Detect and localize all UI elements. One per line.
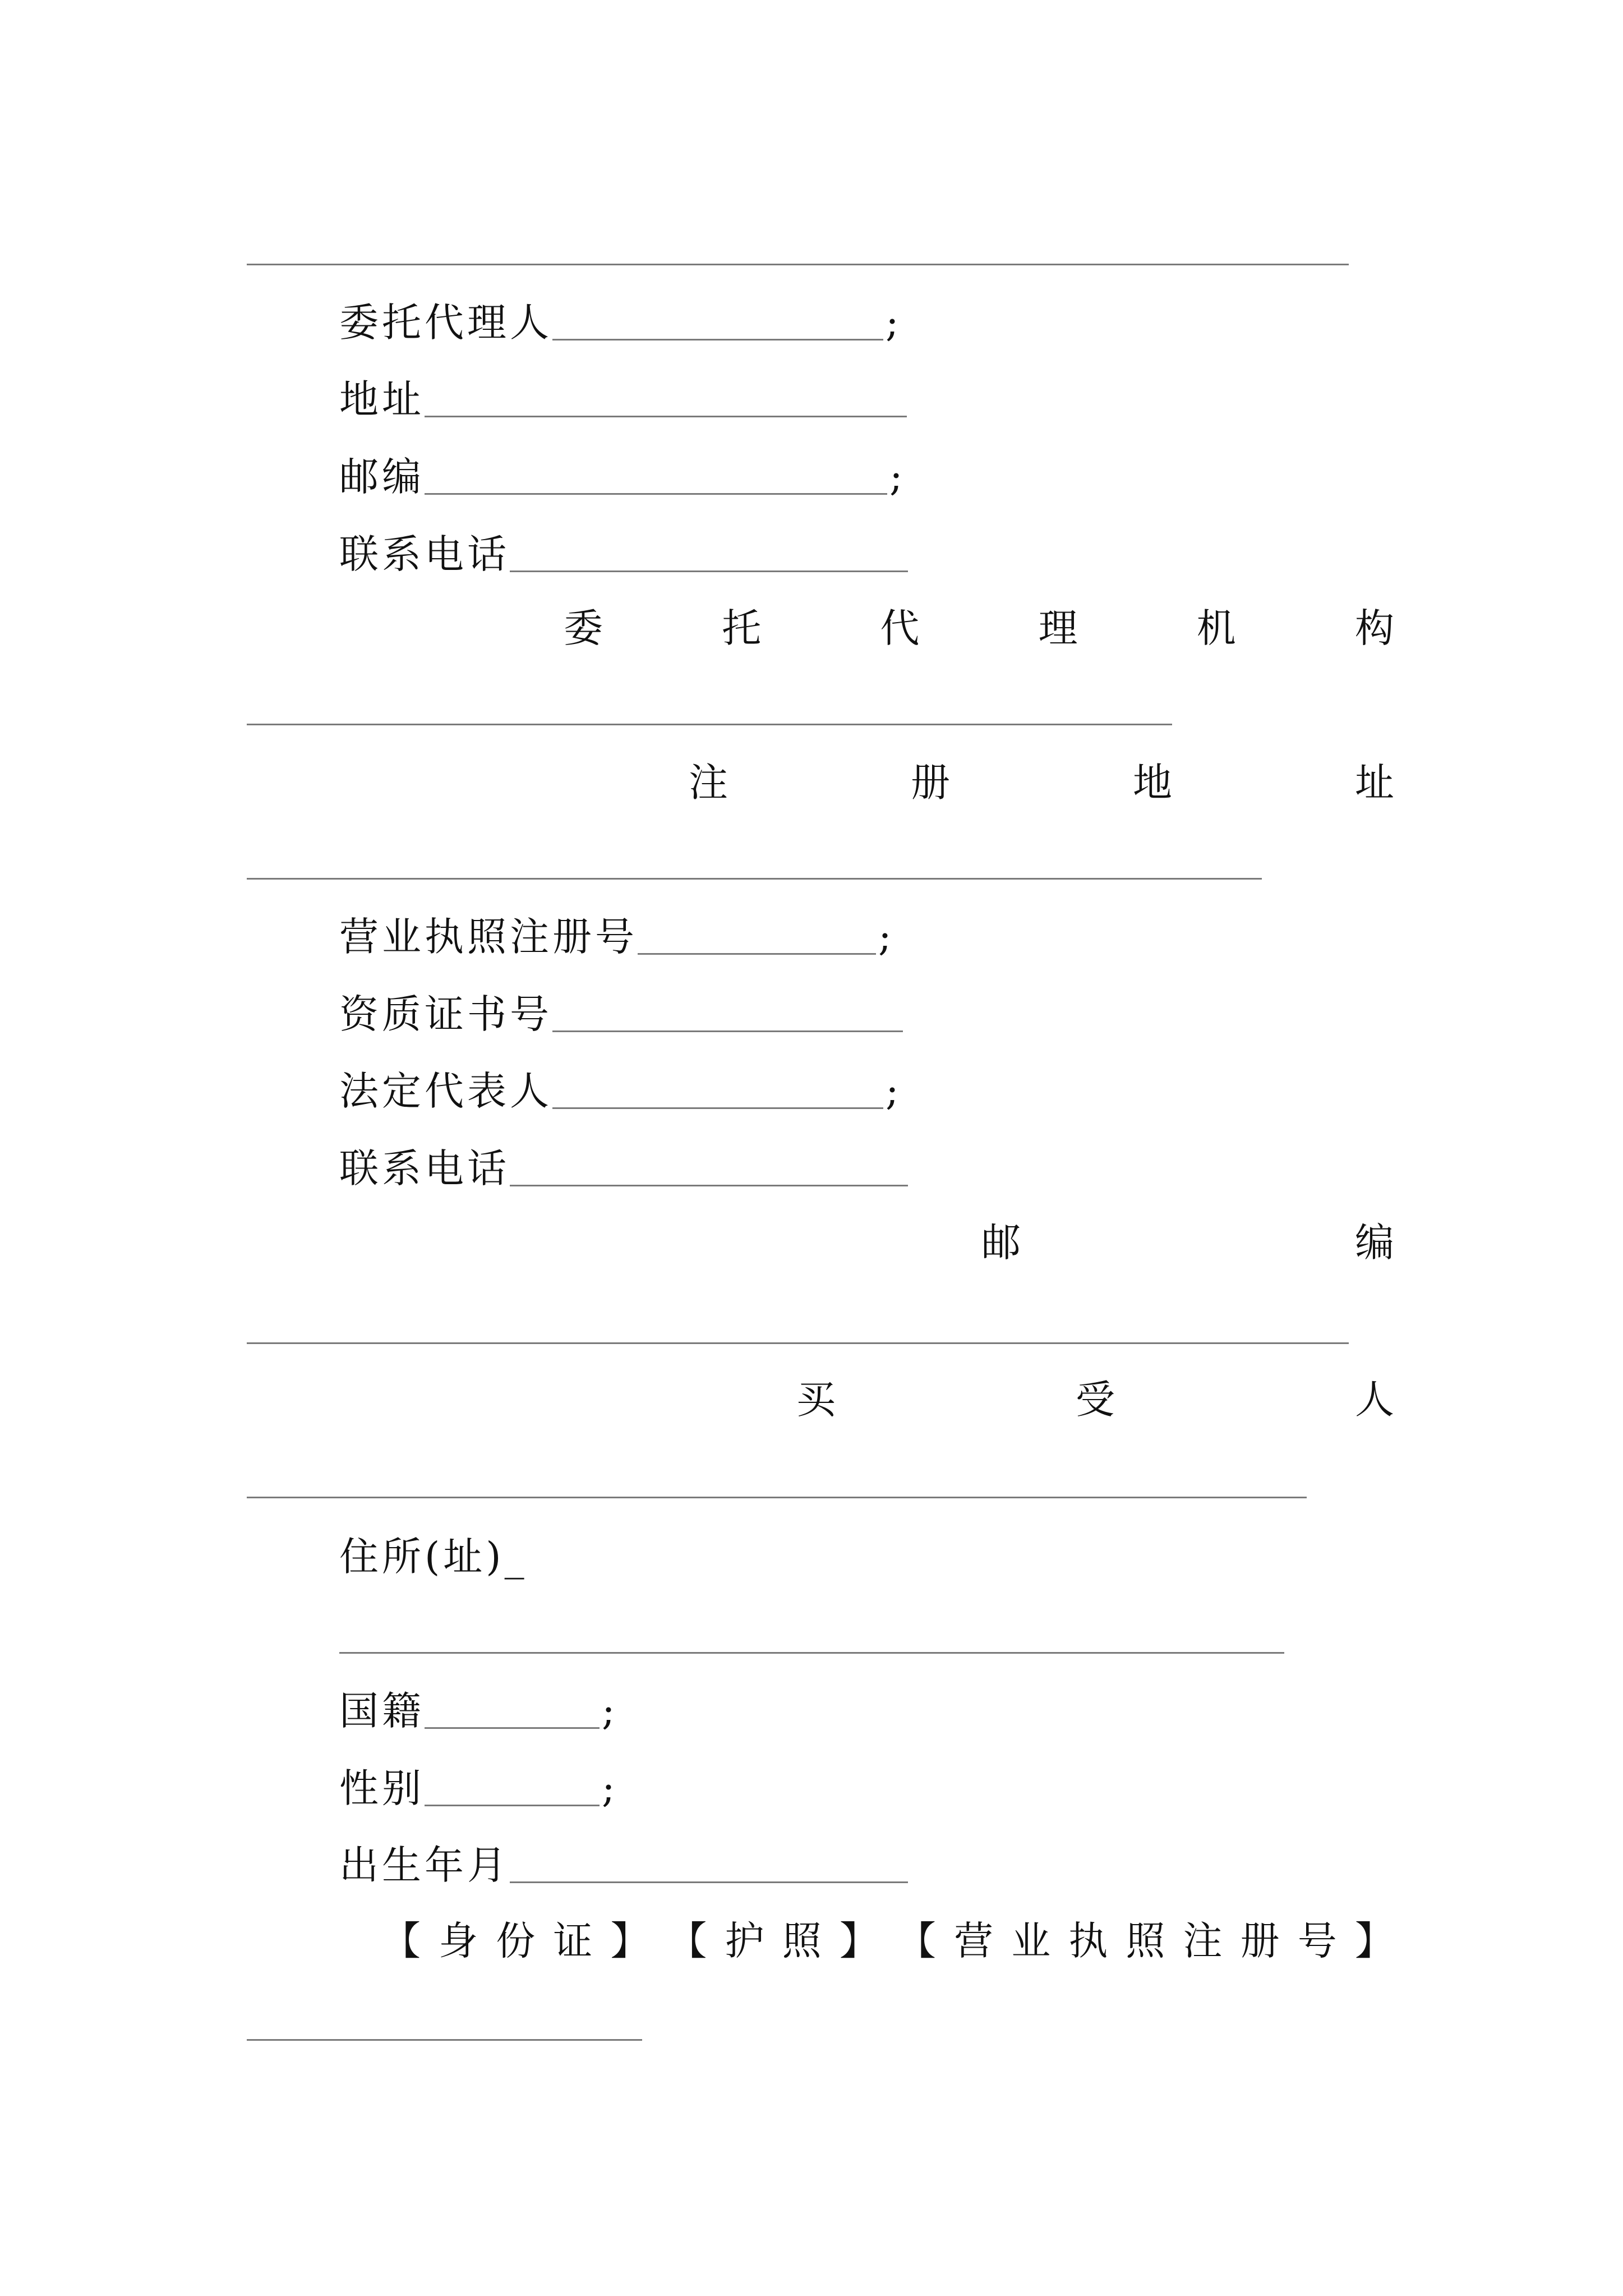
agent-address-field <box>339 377 907 422</box>
buyer-gender-blank[interactable] <box>425 1805 600 1806</box>
buyer-id-char: 业 <box>1011 1918 1051 1964</box>
agency-legal-rep-label: 法定代表人 <box>339 1068 552 1114</box>
buyer-id-char: 【 <box>381 1918 421 1964</box>
agency-phone-blank[interactable] <box>510 1185 908 1186</box>
registered-address-char: 册 <box>911 760 950 806</box>
agent-postcode-blank[interactable] <box>425 493 887 495</box>
buyer-id-heading <box>381 1916 1394 1966</box>
buyer-char: 买 <box>796 1377 836 1423</box>
agency-qualification-blank[interactable] <box>552 1030 903 1032</box>
buyer-id-char: 】 <box>610 1918 650 1964</box>
buyer-blank[interactable] <box>247 1497 1307 1498</box>
agency-phone-field <box>339 1146 908 1191</box>
agency-legal-rep-semicolon: ; <box>886 1068 899 1114</box>
agency-postcode-heading <box>981 1217 1394 1268</box>
agent-blank[interactable] <box>552 339 883 341</box>
buyer-id-char: 执 <box>1068 1918 1108 1964</box>
agency-qualification-label: 资质证书号 <box>339 991 552 1037</box>
buyer-nationality-semicolon: ; <box>602 1688 615 1734</box>
buyer-id-char: 营 <box>954 1918 994 1964</box>
buyer-id-char: 册 <box>1240 1918 1280 1964</box>
buyer-nationality-field <box>339 1688 615 1733</box>
agent-postcode-label: 邮编 <box>339 454 425 500</box>
registered-address-blank[interactable] <box>247 878 1262 880</box>
agent-field <box>339 300 899 345</box>
agency-license-blank[interactable] <box>638 953 876 955</box>
buyer-id-blank[interactable] <box>247 2039 642 2041</box>
buyer-char: 人 <box>1355 1377 1394 1423</box>
agent-phone-blank[interactable] <box>510 570 908 572</box>
buyer-id-char: 】 <box>839 1918 879 1964</box>
buyer-id-char: 【 <box>667 1918 707 1964</box>
buyer-id-char: 【 <box>896 1918 936 1964</box>
blank-line-top <box>247 264 1349 265</box>
agency-postcode-char: 邮 <box>981 1220 1021 1266</box>
registered-address-heading <box>689 757 1394 808</box>
buyer-residence-label: 住所(址)_ <box>339 1534 528 1580</box>
agency-char: 委 <box>564 605 603 651</box>
buyer-id-char: 份 <box>496 1918 536 1964</box>
agency-legal-rep-field <box>339 1069 899 1114</box>
agency-license-label: 营业执照注册号 <box>339 914 638 960</box>
agent-label: 委托代理人 <box>339 300 552 346</box>
agent-address-blank[interactable] <box>425 416 907 417</box>
buyer-gender-semicolon: ; <box>602 1765 615 1811</box>
agency-blank[interactable] <box>247 724 1172 725</box>
agent-phone-label: 联系电话 <box>339 531 510 577</box>
buyer-gender-field <box>339 1766 615 1811</box>
buyer-nationality-label: 国籍 <box>339 1688 425 1734</box>
buyer-id-char: 护 <box>725 1918 764 1964</box>
agent-postcode-semicolon: ; <box>889 454 903 500</box>
buyer-residence-blank[interactable] <box>339 1652 1284 1654</box>
registered-address-char: 注 <box>689 760 728 806</box>
buyer-nationality-blank[interactable] <box>425 1727 600 1729</box>
buyer-id-char: 照 <box>1126 1918 1165 1964</box>
agency-char: 理 <box>1038 605 1078 651</box>
agency-phone-label: 联系电话 <box>339 1145 510 1191</box>
agency-legal-rep-blank[interactable] <box>552 1107 883 1109</box>
agency-postcode-blank[interactable] <box>247 1342 1349 1344</box>
agent-semicolon: ; <box>886 300 899 346</box>
agency-postcode-char: 编 <box>1355 1220 1394 1266</box>
buyer-gender-label: 性别 <box>339 1765 425 1811</box>
buyer-birth-field <box>339 1843 908 1888</box>
agency-char: 机 <box>1196 605 1236 651</box>
buyer-residence-field <box>339 1534 528 1579</box>
agency-char: 代 <box>880 605 920 651</box>
buyer-birth-label: 出生年月 <box>339 1842 510 1888</box>
agent-postcode-field <box>339 454 903 499</box>
buyer-heading <box>796 1374 1394 1425</box>
agent-phone-field <box>339 532 908 577</box>
buyer-birth-blank[interactable] <box>510 1881 908 1883</box>
agency-qualification-field <box>339 992 903 1037</box>
buyer-id-char: 身 <box>439 1918 478 1964</box>
agency-heading <box>564 603 1394 654</box>
agency-license-field <box>339 914 892 959</box>
buyer-id-char: 证 <box>553 1918 593 1964</box>
buyer-id-char: 照 <box>782 1918 822 1964</box>
buyer-id-char: 】 <box>1354 1918 1394 1964</box>
buyer-id-char: 注 <box>1183 1918 1223 1964</box>
buyer-id-char: 号 <box>1297 1918 1337 1964</box>
buyer-char: 受 <box>1076 1377 1115 1423</box>
agency-license-semicolon: ; <box>878 914 892 960</box>
agent-address-label: 地址 <box>339 376 425 422</box>
registered-address-char: 址 <box>1355 760 1394 806</box>
agency-char: 托 <box>722 605 762 651</box>
registered-address-char: 地 <box>1133 760 1172 806</box>
agency-char: 构 <box>1354 605 1394 651</box>
